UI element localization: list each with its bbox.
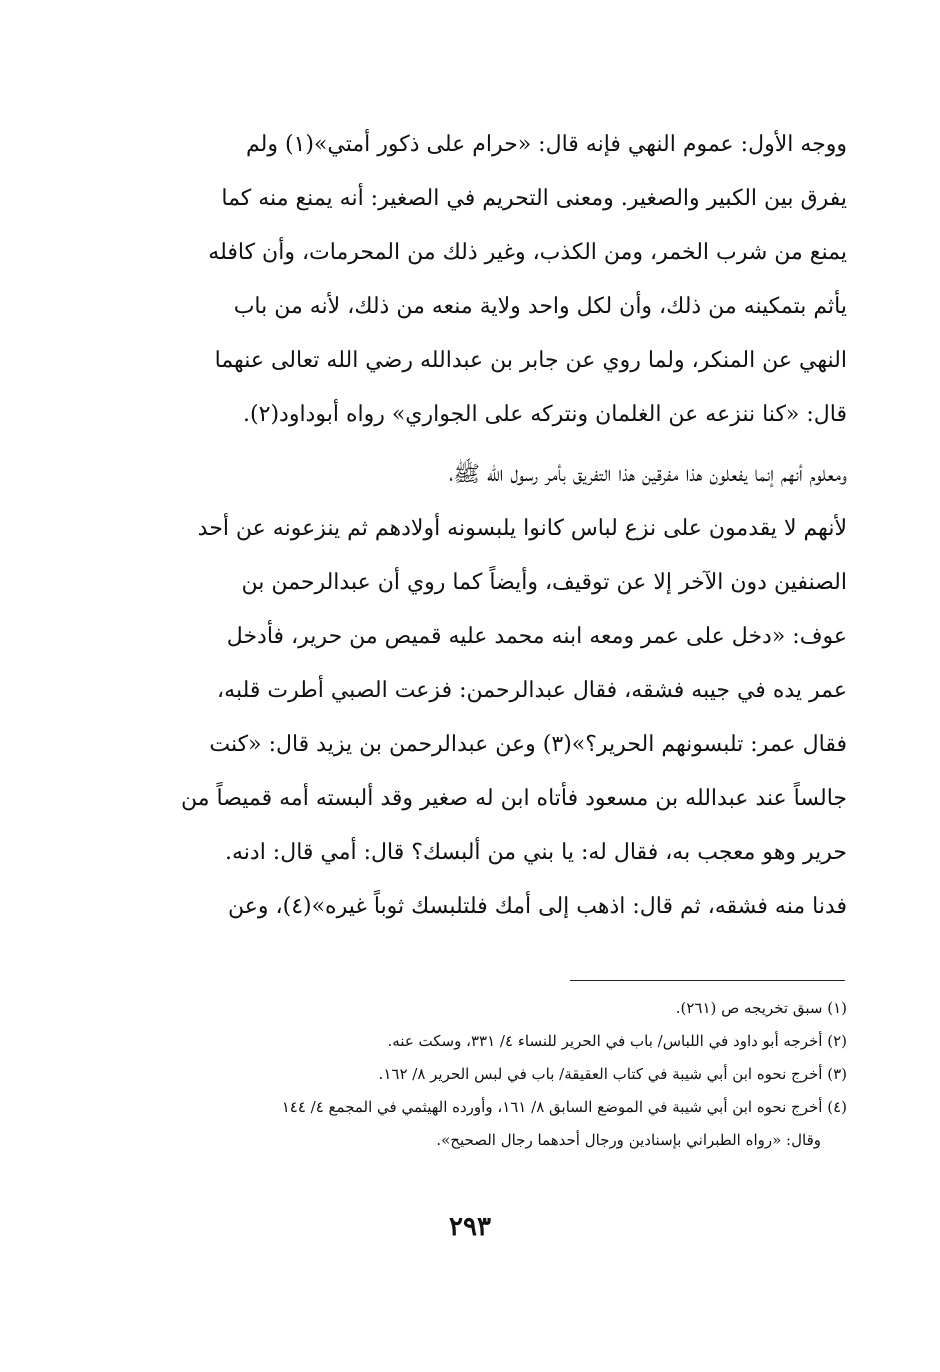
text-line: يفرق بين الكبير والصغير. ومعنى التحريم في الصغير: أنه يمنع منه كما	[221, 186, 847, 211]
text-line: ومعلوم أنهم إنما يفعلون هذا مفرقين هذا التفريق بأمر رسول الله ﷺ،	[449, 462, 847, 487]
text-line: فدنا منه فشقه، ثم قال: اذهب إلى أمك فلتلبسك ثوباً غيره»(٤)، وعن	[228, 894, 847, 919]
text-line: فقال عمر: تلبسونهم الحرير؟»(٣) وعن عبدالرحمن بن يزيد قال: «كنت	[209, 732, 847, 757]
text-line: لأنهم لا يقدمون على نزع لباس كانوا يلبسونه أولادهم ثم ينزعونه عن أحد	[197, 516, 847, 541]
text-line: عمر يده في جيبه فشقه، فقال عبدالرحمن: فزعت الصبي أطرت قلبه،	[217, 678, 847, 703]
footnote-3: (٣) أخرج نحوه ابن أبي شيبة في كتاب العقيقة/ باب في لبس الحرير ٨/ ١٦٢.	[378, 1065, 847, 1083]
text-line: يمنع من شرب الخمر، ومن الكذب، وغير ذلك من المحرمات، وأن كافله	[208, 240, 847, 265]
footnote-2: (٢) أخرجه أبو داود في اللباس/ باب في الحرير للنساء ٤/ ٣٣١، وسكت عنه.	[387, 1032, 847, 1050]
footnotes	[135, 992, 847, 1157]
footnote-divider	[570, 980, 845, 981]
paragraph-2	[135, 448, 847, 934]
paragraph-1	[135, 118, 847, 442]
text-line: يأثم بتمكينه من ذلك، وأن لكل واحد ولاية منعه من ذلك، لأنه من باب	[233, 294, 847, 319]
text-line: ووجه الأول: عموم النهي فإنه قال: «حرام على ذكور أمتي»(١) ولم	[245, 132, 847, 157]
footnote-4-continuation: وقال: «رواه الطبراني بإسنادين ورجال أحدهما رجال الصحيح».	[436, 1131, 821, 1149]
footnote-4: (٤) أخرج نحوه ابن أبي شيبة في الموضع السابق ٨/ ١٦١، وأورده الهيثمي في المجمع ٤/ ١٤٤	[281, 1098, 847, 1116]
main-text	[135, 118, 847, 934]
text-line: النهي عن المنكر، ولما روي عن جابر بن عبدالله رضي الله تعالى عنهما	[214, 348, 847, 373]
text-line: عوف: «دخل على عمر ومعه ابنه محمد عليه قميص من حرير، فأدخل	[226, 624, 847, 649]
footnote-1: (١) سبق تخريجه ص (٢٦١).	[675, 999, 847, 1017]
text-line: جالساً عند عبدالله بن مسعود فأتاه ابن له صغير وقد ألبسته أمه قميصاً من	[180, 786, 847, 811]
page-number: ٢٩٣	[449, 1212, 491, 1242]
text-line: حرير وهو معجب به، فقال له: يا بني من ألبسك؟ قال: أمي قال: ادنه.	[224, 840, 847, 865]
text-line: الصنفين دون الآخر إلا عن توقيف، وأيضاً كما روي أن عبدالرحمن بن	[241, 570, 847, 595]
text-line: قال: «كنا ننزعه عن الغلمان ونتركه على الجواري» رواه أبوداود(٢).	[243, 402, 847, 427]
